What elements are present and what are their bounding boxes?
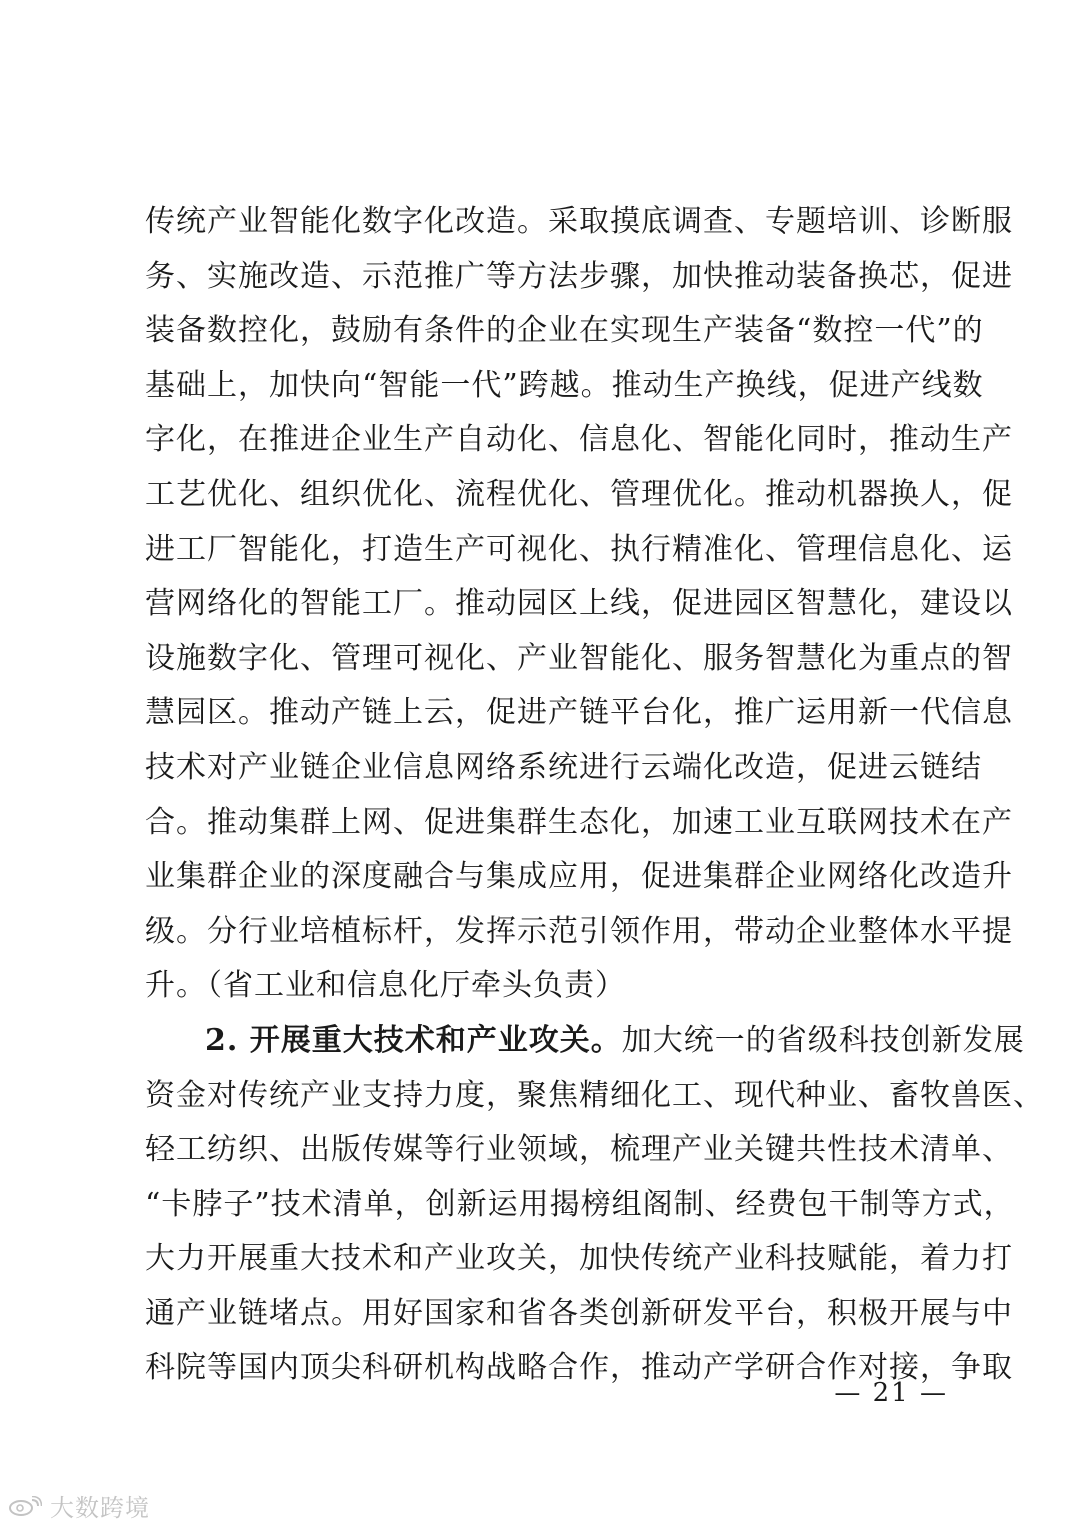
text-line-7: 进工厂智能化，打造生产可视化、执行精准化、管理信息化、运 bbox=[145, 531, 1013, 567]
text-line-11: 技术对产业链企业信息网络系统进行云端化改造，促进云链结 bbox=[145, 749, 982, 785]
text-line-15: 升。（省工业和信息化厅牵头负责） bbox=[145, 968, 626, 1004]
text-line-5: 字化，在推进企业生产自动化、信息化、智能化同时，推动生产 bbox=[145, 422, 1013, 458]
section-2-heading: 2. 开展重大技术和产业攻关。 bbox=[205, 1022, 622, 1058]
section-2-line-5: 大力开展重大技术和产业攻关，加快传统产业科技赋能，着力打 bbox=[145, 1241, 1013, 1277]
watermark-text: 大数跨境 bbox=[50, 1494, 150, 1522]
section-2-line-3: 轻工纺织、出版传媒等行业领域，梳理产业关键共性技术清单、 bbox=[145, 1132, 1013, 1168]
section-2-line-2: 资金对传统产业支持力度，聚焦精细化工、现代种业、畜牧兽医、 bbox=[145, 1077, 1044, 1113]
text-line-2: 务、实施改造、示范推广等方法步骤，加快推动装备换芯，促进 bbox=[145, 258, 1013, 294]
text-line-14: 级。分行业培植标杆，发挥示范引领作用，带动企业整体水平提 bbox=[145, 913, 1013, 949]
text-line-4: 基础上，加快向“智能一代”跨越。推动生产换线，促进产线数 bbox=[145, 367, 984, 403]
weibo-logo-icon bbox=[8, 1496, 42, 1516]
text-line-12: 合。推动集群上网、促进集群生态化，加速工业互联网技术在产 bbox=[145, 804, 1013, 840]
text-line-13: 业集群企业的深度融合与集成应用，促进集群企业网络化改造升 bbox=[145, 859, 1013, 895]
section-2-line-4: “卡脖子”技术清单，创新运用揭榜组阁制、经费包干制等方式， bbox=[145, 1186, 1015, 1222]
watermark bbox=[8, 1488, 150, 1523]
text-line-6: 工艺优化、组织优化、流程优化、管理优化。推动机器换人，促 bbox=[145, 476, 1013, 512]
text-line-9: 设施数字化、管理可视化、产业智能化、服务智慧化为重点的智 bbox=[145, 640, 1013, 676]
section-2-line-7: 科院等国内顶尖科研机构战略合作，推动产学研合作对接，争取 bbox=[145, 1350, 1013, 1386]
section-2-line-6: 通产业链堵点。用好国家和省各类创新研发平台，积极开展与中 bbox=[145, 1295, 1013, 1331]
text-line-10: 慧园区。推动产链上云，促进产链平台化，推广运用新一代信息 bbox=[145, 695, 1013, 731]
text-line-8: 营网络化的智能工厂。推动园区上线，促进园区智慧化，建设以 bbox=[145, 586, 1013, 622]
text-line-1: 传统产业智能化数字化改造。采取摸底调查、专题培训、诊断服 bbox=[145, 204, 1013, 239]
section-2-first-line bbox=[145, 1014, 1025, 1069]
section-2-first-line-rest: 加大统一的省级科技创新发展 bbox=[621, 1022, 1025, 1058]
text-line-3: 装备数控化，鼓励有条件的企业在实现生产装备“数控一代”的 bbox=[145, 313, 984, 349]
body-text bbox=[145, 195, 1044, 1396]
page-number: — 21 — bbox=[834, 1378, 948, 1408]
